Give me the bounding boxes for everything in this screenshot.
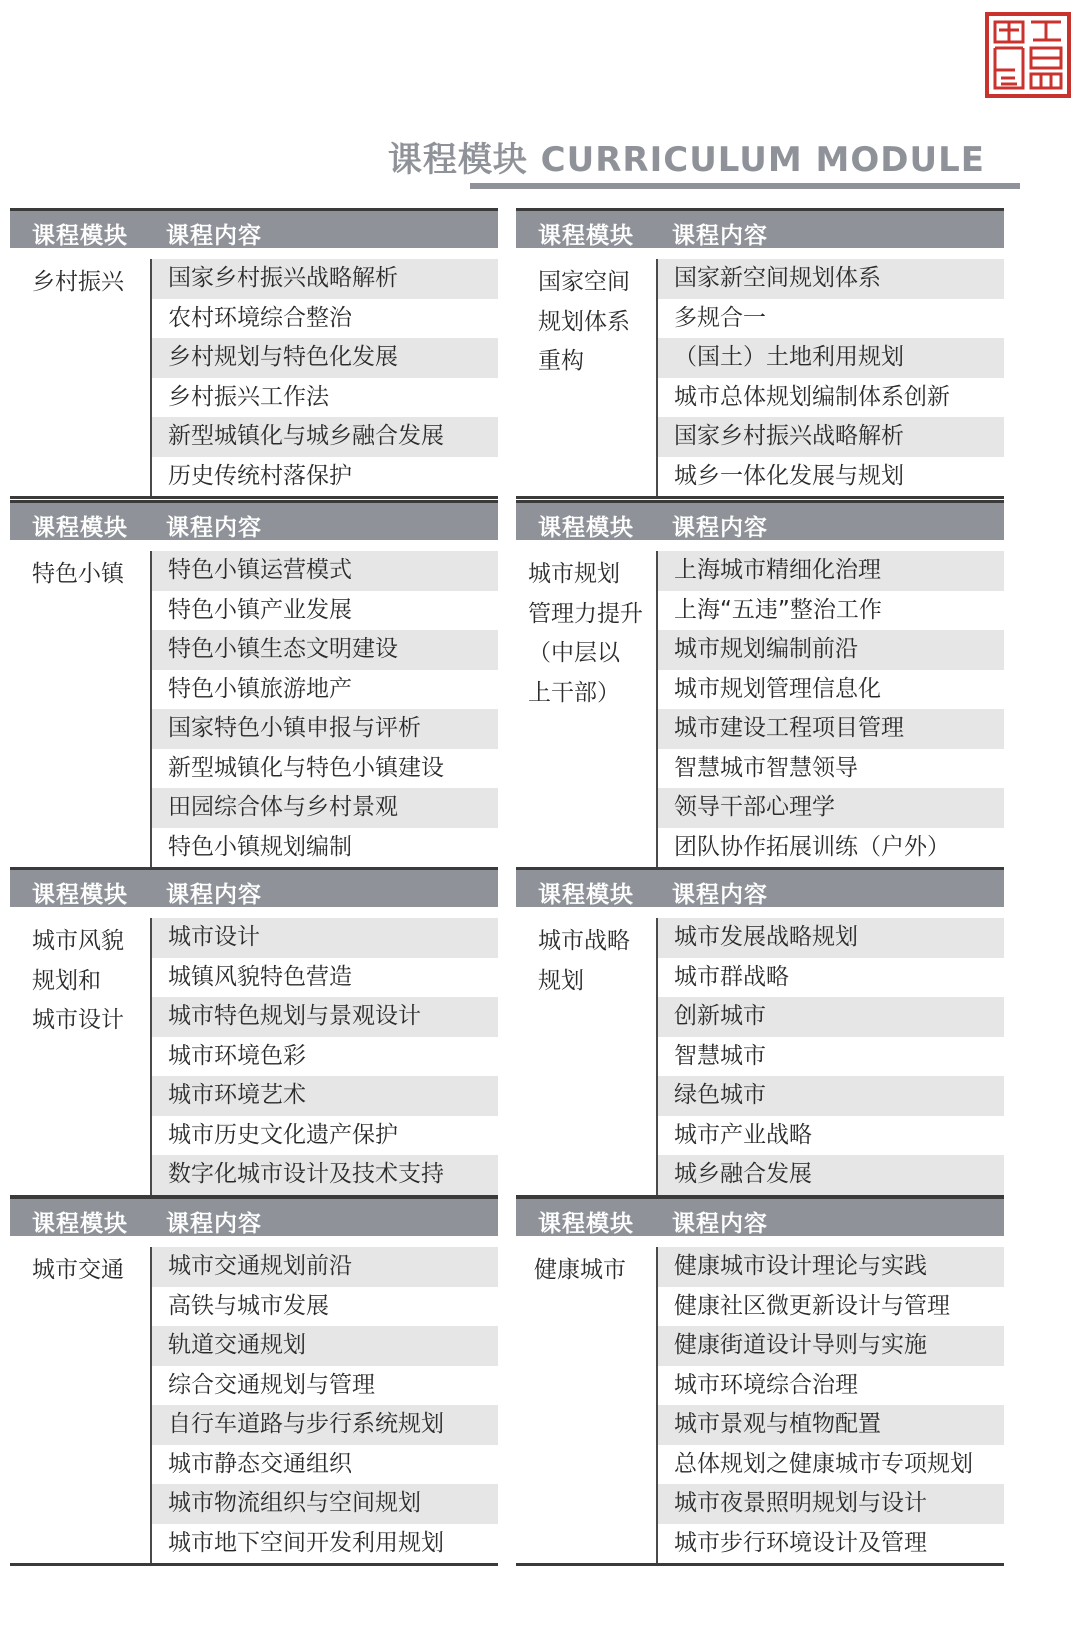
module-item: 领导干部心理学 [658,788,1004,828]
module-item: 绿色城市 [658,1076,1004,1116]
module-item-list [656,259,1004,496]
module-item: 创新城市 [658,997,1004,1037]
module-item: 城市地下空间开发利用规划 [168,1529,444,1556]
module-name: 城市规划 管理力提升 （中层以 上干部） [528,561,643,706]
content-header-label: 课程内容 [672,1211,768,1237]
module-item: 上海“五违”整治工作 [674,596,882,623]
module-item: 数字化城市设计及技术支持 [152,1155,498,1195]
module-header [516,1199,1004,1236]
module-item: 乡村规划与特色化发展 [152,338,498,378]
module-header [10,503,498,540]
module-item: 城市发展战略规划 [658,918,1004,958]
module-item-list [150,1247,498,1563]
module-item: 城镇风貌特色营造 [168,963,352,990]
content-header-label: 课程内容 [166,882,262,908]
module-item: 乡村振兴工作法 [168,383,329,410]
module-item: 国家乡村振兴战略解析 [152,259,498,299]
module-item: 城市环境艺术 [152,1076,498,1116]
module-name: 特色小镇 [32,561,124,587]
module-item: 国家乡村振兴战略解析 [658,417,1004,457]
module-item: 特色小镇生态文明建设 [152,630,498,670]
module-item: 城市环境综合治理 [674,1371,858,1398]
module-item: 城市特色规划与景观设计 [152,997,498,1037]
content-header-label: 课程内容 [166,223,262,249]
module-item-list [150,259,498,496]
module-item: （国土）土地利用规划 [658,338,1004,378]
module-item: 轨道交通规划 [152,1326,498,1366]
module-item: 城市静态交通组织 [168,1450,352,1477]
module-item-list [656,551,1004,867]
module-item: 农村环境综合整治 [168,304,352,331]
module-item: 总体规划之健康城市专项规划 [674,1450,973,1477]
module-item: 健康街道设计导则与实施 [658,1326,1004,1366]
module-item: 智慧城市 [674,1042,766,1069]
module-header [516,503,1004,540]
module-header-label: 课程模块 [32,882,128,908]
module-table-planning-management [516,500,1004,870]
module-name: 乡村振兴 [32,269,124,295]
module-item: 新型城镇化与特色小镇建设 [168,754,444,781]
module-header [10,211,498,248]
module-item: 新型城镇化与城乡融合发展 [152,417,498,457]
module-item: 健康社区微更新设计与管理 [674,1292,950,1319]
module-header [516,870,1004,907]
page-title: 课程模块 CURRICULUM MODULE [387,140,985,180]
module-item: 历史传统村落保护 [168,462,352,489]
module-table-national-spatial-planning [516,208,1004,499]
module-item: 城市设计 [152,918,498,958]
module-header-label: 课程模块 [32,223,128,249]
module-item: 多规合一 [674,304,766,331]
module-header [10,1199,498,1236]
module-item: 上海城市精细化治理 [658,551,1004,591]
module-item: 城市交通规划前沿 [152,1247,498,1287]
module-item: 城市景观与植物配置 [658,1405,1004,1445]
module-item-list [150,918,498,1195]
module-item: 国家新空间规划体系 [658,259,1004,299]
module-item: 团队协作拓展训练（户外） [674,833,950,860]
module-name: 城市交通 [32,1257,124,1283]
module-item-list [656,918,1004,1195]
module-item: 特色小镇运营模式 [152,551,498,591]
module-item: 特色小镇产业发展 [168,596,352,623]
module-item: 城市规划编制前沿 [658,630,1004,670]
module-item: 特色小镇规划编制 [168,833,352,860]
module-item: 自行车道路与步行系统规划 [152,1405,498,1445]
module-item: 高铁与城市发展 [168,1292,329,1319]
module-table-characteristic-town [10,500,498,870]
content-header-label: 课程内容 [672,515,768,541]
module-table-urban-transport [10,1196,498,1566]
module-item: 健康城市设计理论与实践 [658,1247,1004,1287]
module-item: 特色小镇旅游地产 [168,675,352,702]
module-item: 综合交通规划与管理 [168,1371,375,1398]
module-item: 城市建设工程项目管理 [658,709,1004,749]
module-header-label: 课程模块 [32,515,128,541]
module-header-label: 课程模块 [538,223,634,249]
module-item: 城市步行环境设计及管理 [674,1529,927,1556]
module-item: 城市夜景照明规划与设计 [658,1484,1004,1524]
module-item: 城市历史文化遗产保护 [168,1121,398,1148]
module-item: 城市总体规划编制体系创新 [674,383,950,410]
module-item: 城市规划管理信息化 [674,675,881,702]
module-name: 国家空间 规划体系 重构 [538,269,630,374]
seal-stamp [985,12,1071,98]
title-underline [470,183,1020,189]
module-item-list [150,551,498,867]
seal-icon [985,12,1071,98]
module-item-list [656,1247,1004,1563]
module-header-label: 课程模块 [538,1211,634,1237]
module-item: 城市物流组织与空间规划 [152,1484,498,1524]
module-table-healthy-city [516,1196,1004,1566]
content-header-label: 课程内容 [672,882,768,908]
module-header [10,870,498,907]
module-header [516,211,1004,248]
module-table-rural-revitalization [10,208,498,499]
module-name: 城市风貌 规划和 城市设计 [32,928,124,1033]
module-item: 智慧城市智慧领导 [674,754,858,781]
module-header-label: 课程模块 [538,515,634,541]
module-item: 城市环境色彩 [168,1042,306,1069]
module-table-urban-design [10,867,498,1198]
module-header-label: 课程模块 [538,882,634,908]
content-header-label: 课程内容 [672,223,768,249]
content-header-label: 课程内容 [166,515,262,541]
module-item: 城市群战略 [674,963,789,990]
module-item: 国家特色小镇申报与评析 [152,709,498,749]
module-table-urban-strategy [516,867,1004,1198]
content-header-label: 课程内容 [166,1211,262,1237]
module-item: 城乡一体化发展与规划 [674,462,904,489]
module-item: 城市产业战略 [674,1121,812,1148]
module-name: 城市战略 规划 [538,928,630,994]
module-name: 健康城市 [534,1257,626,1283]
module-item: 田园综合体与乡村景观 [152,788,498,828]
module-item: 城乡融合发展 [658,1155,1004,1195]
module-header-label: 课程模块 [32,1211,128,1237]
